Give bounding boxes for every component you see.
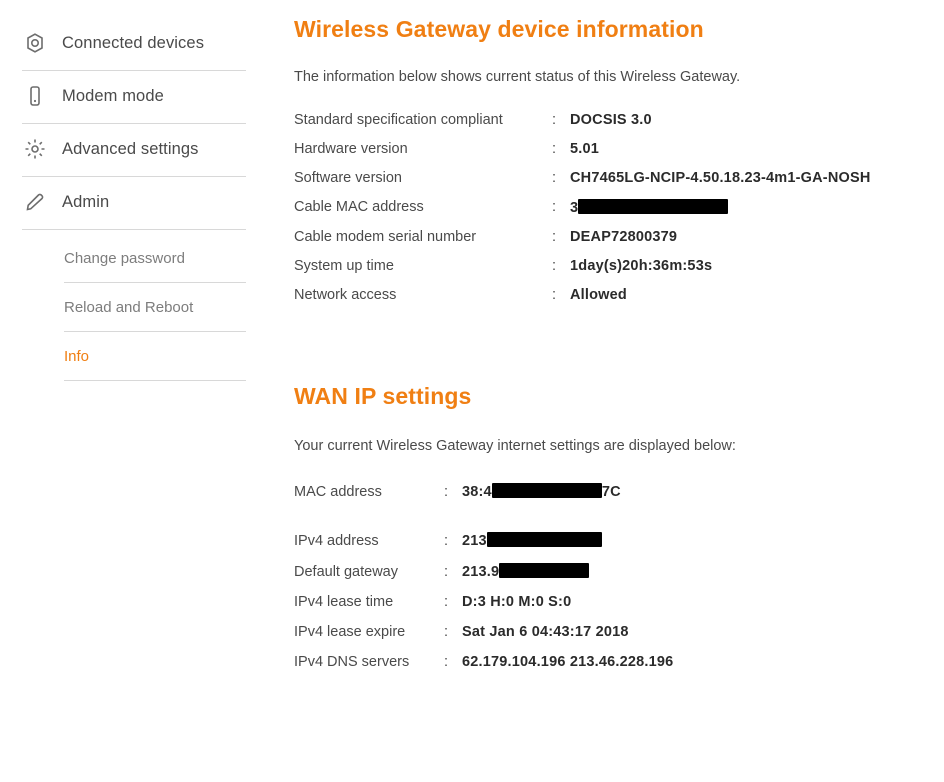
- redaction-bar: [578, 199, 728, 214]
- table-row: [294, 134, 871, 163]
- row-value: Allowed: [570, 286, 627, 303]
- row-label: Cable MAC address: [294, 199, 424, 215]
- sidebar-item-advanced-settings[interactable]: [22, 124, 246, 177]
- row-label: Default gateway: [294, 563, 398, 580]
- row-value: DOCSIS 3.0: [570, 111, 652, 128]
- sidebar-item-info[interactable]: Info: [64, 332, 246, 381]
- device-info-description: The information below shows current status of this Wireless Gateway.: [294, 69, 741, 85]
- table-row: [294, 587, 673, 617]
- row-separator: :: [444, 654, 449, 670]
- sidebar: [0, 0, 280, 782]
- row-separator: :: [444, 624, 449, 640]
- row-separator: :: [444, 563, 449, 580]
- row-value: 1day(s)20h:36m:53s: [570, 257, 713, 274]
- sidebar-item-modem-mode[interactable]: [22, 71, 246, 124]
- row-value-text: 213.9: [462, 564, 500, 580]
- table-row: [294, 222, 871, 251]
- row-separator: :: [552, 257, 557, 274]
- pencil-icon: [22, 189, 48, 215]
- row-value: [570, 192, 871, 222]
- table-row: [294, 251, 871, 280]
- row-value-text: 213: [462, 533, 487, 549]
- table-row: [294, 476, 673, 507]
- row-value: CH7465LG-NCIP-4.50.18.23-4m1-GA-NOSH: [570, 169, 871, 186]
- row-label: Cable modem serial number: [294, 228, 477, 245]
- row-value: Sat Jan 6 04:43:17 2018: [462, 624, 629, 640]
- wan-settings-table: [294, 476, 673, 677]
- row-label: IPv4 DNS servers: [294, 654, 410, 670]
- row-separator: :: [552, 286, 557, 303]
- row-separator: :: [552, 140, 557, 157]
- row-separator: :: [552, 228, 557, 245]
- row-separator: :: [444, 594, 449, 610]
- row-label: Hardware version: [294, 140, 408, 157]
- row-separator: :: [552, 199, 557, 215]
- devices-icon: [22, 30, 48, 56]
- sidebar-item-connected-devices[interactable]: [22, 18, 246, 71]
- table-row: [294, 617, 673, 647]
- row-label: Network access: [294, 286, 397, 303]
- wan-settings-title: WAN IP settings: [294, 383, 472, 409]
- table-row: [294, 163, 871, 192]
- gear-icon: [22, 136, 48, 162]
- row-separator: :: [444, 483, 449, 500]
- row-value: [462, 556, 673, 587]
- row-label: IPv4 address: [294, 532, 379, 549]
- row-value-text-after: 7C: [601, 484, 621, 500]
- row-value: [462, 476, 673, 507]
- sidebar-item-label: Advanced settings: [62, 139, 199, 158]
- row-value: DEAP72800379: [570, 228, 678, 245]
- row-label: Software version: [294, 169, 402, 186]
- row-value: 5.01: [570, 140, 600, 157]
- table-row-spacer: [294, 507, 673, 525]
- row-value: D:3 H:0 M:0 S:0: [462, 594, 572, 610]
- redaction-bar: [499, 563, 589, 578]
- row-label: IPv4 lease time: [294, 594, 394, 610]
- main-content: [280, 0, 944, 782]
- table-row: [294, 525, 673, 556]
- row-separator: :: [552, 169, 557, 186]
- redaction-bar: [492, 483, 602, 498]
- table-row: [294, 280, 871, 309]
- row-label: Standard specification compliant: [294, 111, 503, 128]
- row-label: System up time: [294, 257, 394, 274]
- sidebar-item-reload-and-reboot[interactable]: Reload and Reboot: [64, 283, 246, 332]
- sidebar-item-label: Admin: [62, 192, 110, 211]
- device-info-title: Wireless Gateway device information: [294, 16, 704, 42]
- sidebar-item-label: Connected devices: [62, 33, 205, 52]
- table-row: [294, 192, 871, 222]
- table-row: [294, 556, 673, 587]
- table-row: [294, 105, 871, 134]
- row-value: 62.179.104.196 213.46.228.196: [462, 654, 674, 670]
- row-value-text: 38:4: [462, 484, 492, 500]
- sidebar-item-label: Modem mode: [62, 86, 164, 105]
- row-label: IPv4 lease expire: [294, 624, 406, 640]
- row-value-text: 3: [570, 199, 579, 216]
- redaction-bar: [487, 532, 602, 547]
- sidebar-subnav: [64, 234, 246, 381]
- row-label: MAC address: [294, 483, 382, 500]
- sidebar-item-admin[interactable]: [22, 177, 246, 230]
- row-value: [462, 525, 673, 556]
- table-row: [294, 647, 673, 677]
- wan-settings-description: Your current Wireless Gateway internet settings are displayed below:: [294, 438, 736, 454]
- row-separator: :: [444, 532, 449, 549]
- row-separator: :: [552, 111, 557, 128]
- modem-icon: [22, 83, 48, 109]
- sidebar-item-change-password[interactable]: Change password: [64, 234, 246, 283]
- device-info-table: [294, 105, 871, 309]
